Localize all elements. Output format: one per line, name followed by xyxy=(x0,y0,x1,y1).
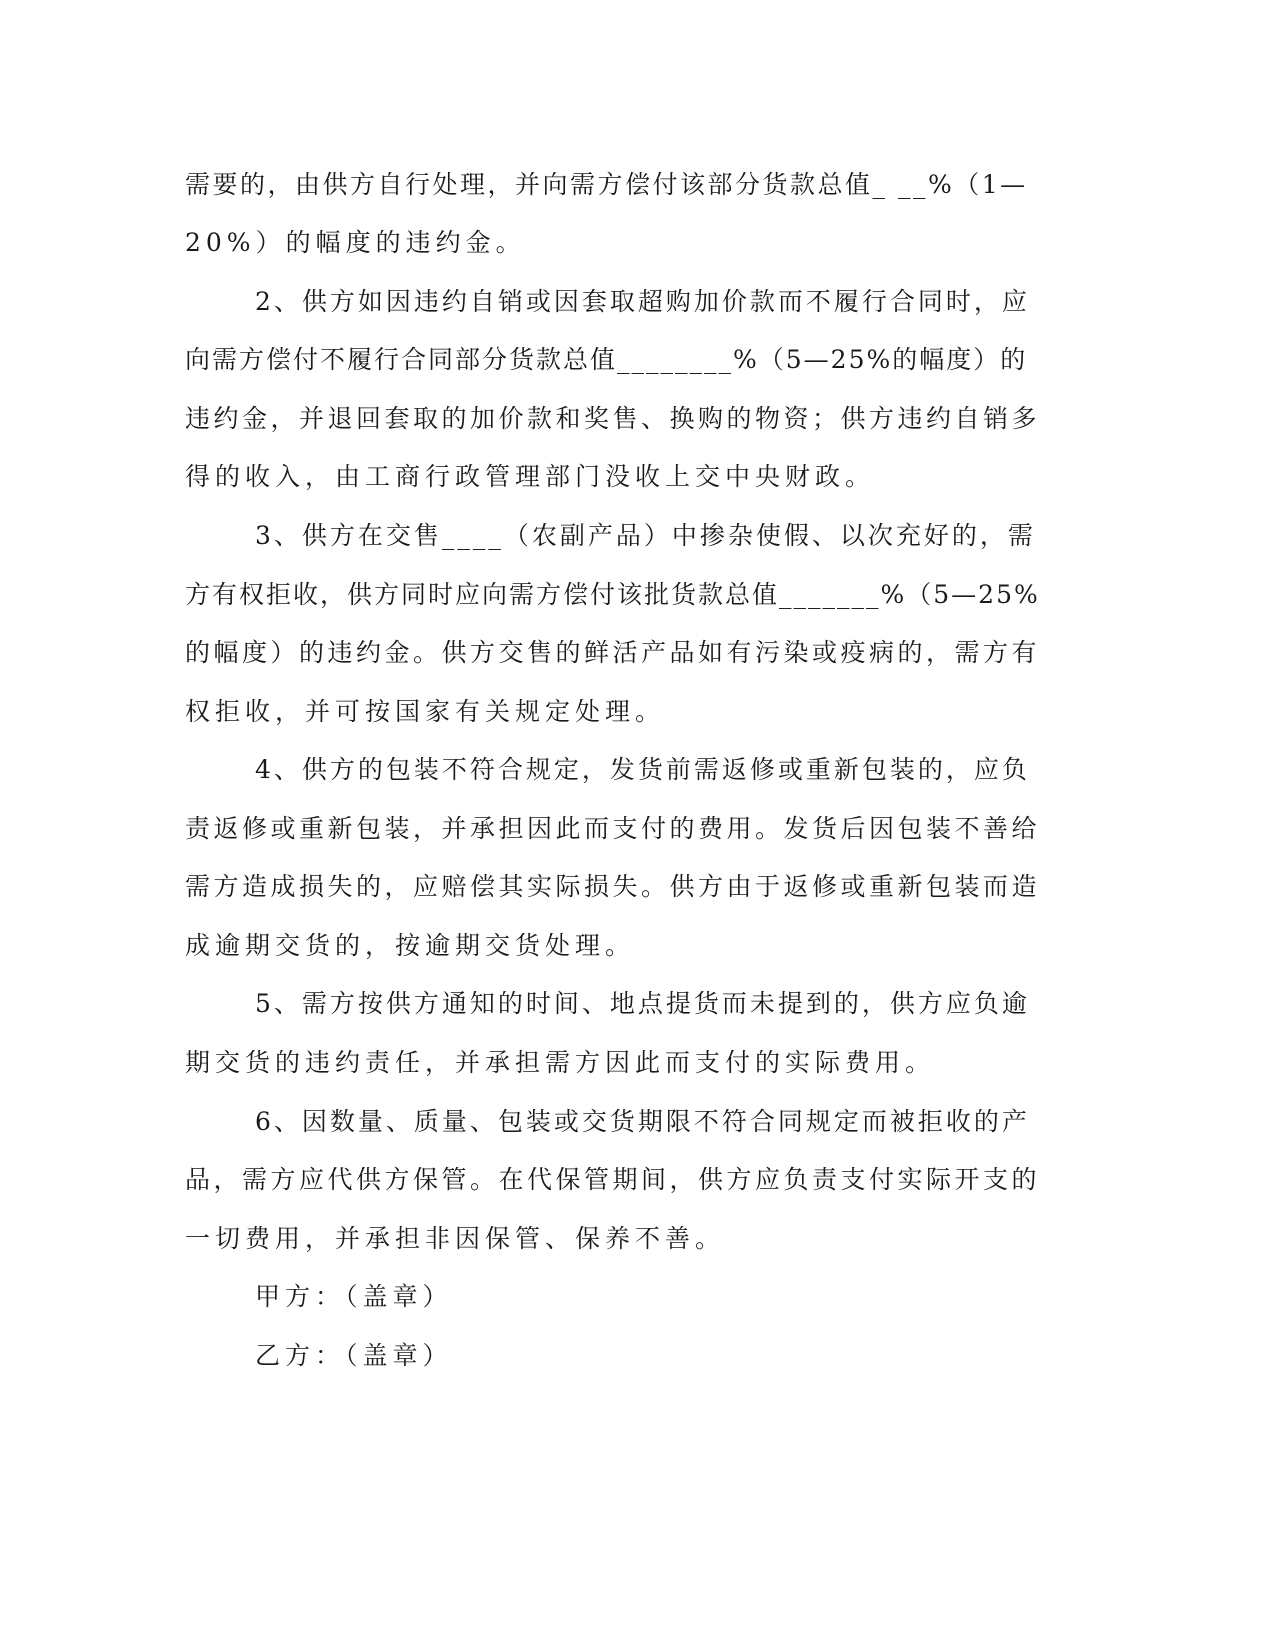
paragraph-line: 成逾期交货的，按逾期交货处理。 xyxy=(185,931,636,960)
paragraph-line: 20%）的幅度的违约金。 xyxy=(185,228,526,257)
clause-6-line: 6、因数量、质量、包装或交货期限不符合同规定而被拒收的产 xyxy=(255,1107,1030,1136)
clause-4-line: 4、供方的包装不符合规定，发货前需返修或重新包装的，应负 xyxy=(255,755,1030,784)
party-a-signature: 甲方：（盖章） xyxy=(255,1282,453,1311)
paragraph-line: 一切费用，并承担非因保管、保养不善。 xyxy=(185,1224,726,1253)
paragraph-line: 需方造成损失的，应赔偿其实际损失。供方由于返修或重新包装而造 xyxy=(185,872,1041,901)
clause-3-line: 3、供方在交售____（农副产品）中掺杂使假、以次充好的，需 xyxy=(255,521,1036,550)
clause-2-line: 2、供方如因违约自销或因套取超购加价款而不履行合同时，应 xyxy=(255,287,1030,316)
paragraph-line: 权拒收，并可按国家有关规定处理。 xyxy=(185,697,666,726)
paragraph-line: 的幅度）的违约金。供方交售的鲜活产品如有污染或疫病的，需方有 xyxy=(185,638,1041,667)
party-b-signature: 乙方：（盖章） xyxy=(255,1341,453,1370)
paragraph-line: 向需方偿付不履行合同部分货款总值________%（5—25%的幅度）的 xyxy=(185,345,1028,374)
paragraph-line: 需要的，由供方自行处理，并向需方偿付该部分货款总值_ __%（1— xyxy=(185,170,1028,199)
clause-5-line: 5、需方按供方通知的时间、地点提货而未提到的，供方应负逾 xyxy=(255,989,1030,1018)
paragraph-line: 得的收入，由工商行政管理部门没收上交中央财政。 xyxy=(185,462,876,491)
paragraph-line: 违约金，并退回套取的加价款和奖售、换购的物资；供方违约自销多 xyxy=(185,404,1041,433)
paragraph-line: 方有权拒收，供方同时应向需方偿付该批货款总值_______%（5—25% xyxy=(185,580,1040,609)
paragraph-line: 期交货的违约责任，并承担需方因此而支付的实际费用。 xyxy=(185,1048,936,1077)
paragraph-line: 责返修或重新包装，并承担因此而支付的费用。发货后因包装不善给 xyxy=(185,814,1041,843)
paragraph-line: 品，需方应代供方保管。在代保管期间，供方应负责支付实际开支的 xyxy=(185,1165,1041,1194)
